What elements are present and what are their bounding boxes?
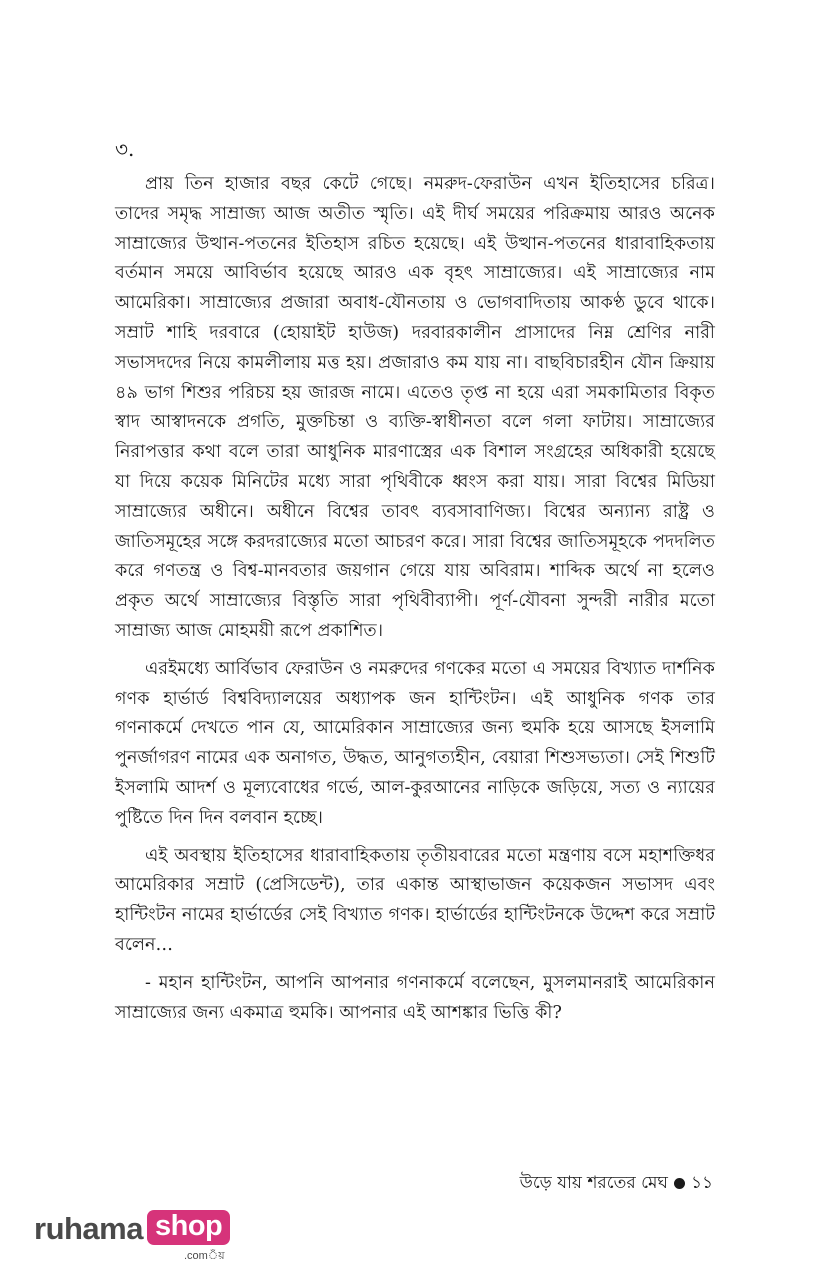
publisher-logo	[34, 1208, 234, 1268]
section-number: ৩.	[115, 137, 135, 161]
logo-text-shop: shop	[147, 1210, 230, 1245]
paragraph-2: এরইমধ্যে আর্বিভাব ফেরাউন ও নমরুদের গণকের মতো এ সময়ের বিখ্যাত দার্শনিক গণক হার্ভার্ড বিশ্ববিদ্যালয়ের অধ্যাপক জন হান্টিংটন। এই আধুনিক গণক তার গণনাকর্মে দেখতে পান যে, আমেরিকান সাম্রাজ্যের জন্য হুমকি হয়ে আসছে ইসলামি পুনর্জাগরণ নামের এক অনাগত, উদ্ধত, আনুগত্যহীন, বেয়ারা শিশুসভ্যতা। সেই শিশুটি ইসলামি আদর্শ ও মূল্যবোধের গর্ভে, আল-কুরআনের নাড়িকে জড়িয়ে, সত্য ও ন্যায়ের পুষ্টিতে দিন দিন বলবান হচ্ছে।	[115, 658, 715, 828]
logo-text-domain: .comঁয়	[184, 1250, 225, 1262]
page-footer	[520, 1170, 713, 1196]
dialog-paragraph: - মহান হান্টিংটন, আপনি আপনার গণনাকর্মে বলেছেন, মুসলমানরাই আমেরিকান সাম্রাজ্যের জন্য একমাত্র হুমকি। আপনার এই আশঙ্কার ভিত্তি কী?	[115, 972, 715, 1023]
body-text	[115, 170, 715, 1036]
bullet-icon	[674, 1178, 685, 1189]
paragraph-1: প্রায় তিন হাজার বছর কেটে গেছে। নমরুদ-ফেরাউন এখন ইতিহাসের চরিত্র। তাদের সমৃদ্ধ সাম্রাজ্য আজ অতীত স্মৃতি। এই দীর্ঘ সময়ের পরিক্রমায় আরও অনেক সাম্রাজ্যের উত্থান-পতনের ইতিহাস রচিত হয়েছে। এই উত্থান-পতনের ধারাবাহিকতায় বর্তমান সময়ে আবির্ভাব হয়েছে আরও এক বৃহৎ সাম্রাজ্যের। এই সাম্রাজ্যের নাম আমেরিকা। সাম্রাজ্যের প্রজারা অবাধ-যৌনতায় ও ভোগবাদিতায় আকণ্ঠ ডুবে থাকে। সম্রাট শাহি দরবারে (হোয়াইট হাউজ) দরবারকালীন প্রাসাদের নিম্ন শ্রেণির নারী সভাসদদের নিয়ে কামলীলায় মত্ত হয়। প্রজারাও কম যায় না। বাছবিচারহীন যৌন ক্রিয়ায় ৪৯ ভাগ শিশুর পরিচয় হয় জারজ নামে। এতেও তৃপ্ত না হয়ে এরা সমকামিতার বিকৃত স্বাদ আস্বাদনকে প্রগতি, মুক্তচিন্তা ও ব্যক্তি-স্বাধীনতা বলে গলা ফাটায়। সাম্রাজ্যের নিরাপত্তার কথা বলে তারা আধুনিক মারণাস্ত্রের এক বিশাল সংগ্রহের অধিকারী হয়েছে যা দিয়ে কয়েক মিনিটের মধ্যে সারা পৃথিবীকে ধ্বংস করা যায়। সারা বিশ্বের মিডিয়া সাম্রাজ্যের অধীনে। অধীনে বিশ্বের তাবৎ ব্যবসাবাণিজ্য। বিশ্বের অন্যান্য রাষ্ট্র ও জাতিসমূহের সঙ্গে করদরাজ্যের মতো আচরণ করে। সারা বিশ্বের জাতিসমূহকে পদদলিত করে গণতন্ত্র ও বিশ্ব-মানবতার জয়গান গেয়ে যায় অবিরাম। শাব্দিক অর্থে না হলেও প্রকৃত অর্থে সাম্রাজ্যের বিস্তৃতি সারা পৃথিবীব্যাপী। পূর্ণ-যৌবনা সুন্দরী নারীর মতো সাম্রাজ্য আজ মোহময়ী রূপে প্রকাশিত।	[115, 174, 715, 641]
running-title: উড়ে যায় শরতের মেঘ	[519, 1173, 668, 1193]
logo-text-ruhama: ruhama	[34, 1211, 143, 1246]
paragraph-3: এই অবস্থায় ইতিহাসের ধারাবাহিকতায় তৃতীয়বারের মতো মন্ত্রণায় বসে মহাশক্তিধর আমেরিকার সম্রাট (প্রেসিডেন্ট), তার একান্ত আস্থাভাজন কয়েকজন সভাসদ এবং হান্টিংটন নামের হার্ভার্ডের সেই বিখ্যাত গণক। হার্ভার্ডের হান্টিংটনকে উদ্দেশ করে সম্রাট বলেন…	[115, 845, 715, 955]
page-number: ১১	[690, 1173, 713, 1193]
